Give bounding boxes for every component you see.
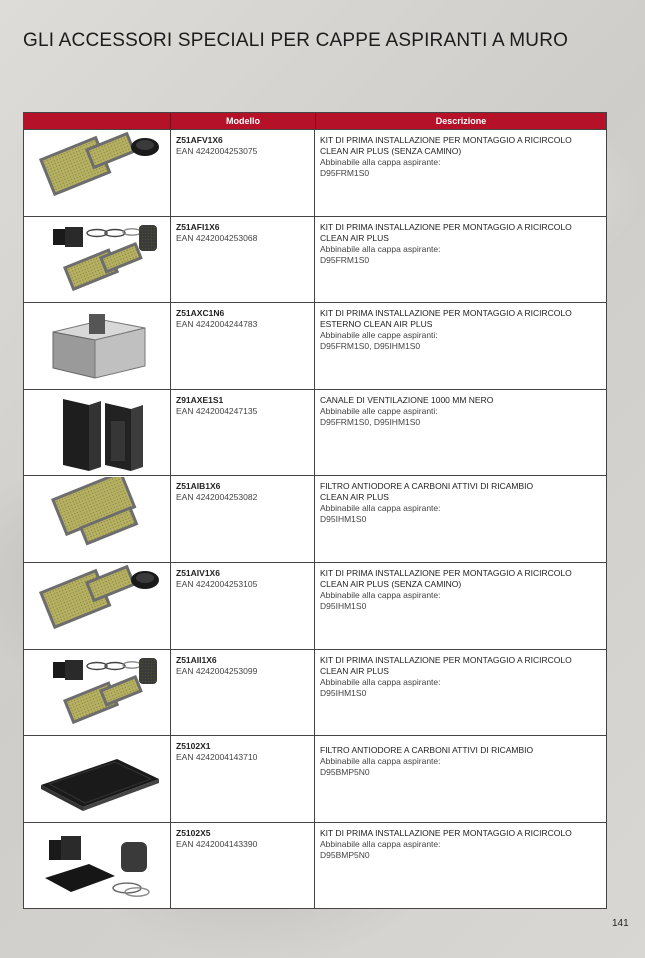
model-code: Z51AFI1X6 <box>176 221 220 232</box>
description-cell <box>315 130 606 216</box>
description-cell <box>315 650 606 736</box>
table-row <box>24 475 606 562</box>
ean-code: EAN 4242004247135 <box>176 405 258 416</box>
description-cell <box>315 217 606 303</box>
model-code: Z51AIV1X6 <box>176 567 220 578</box>
description-line: KIT DI PRIMA INSTALLAZIONE PER MONTAGGIO A RICIRCOLO <box>320 654 572 665</box>
compatible-models: D95BMP5N0 <box>320 767 370 778</box>
description-line: CLEAN AIR PLUS (SENZA CAMINO) <box>320 146 462 156</box>
description-line: KIT DI PRIMA INSTALLAZIONE PER MONTAGGIO A RICIRCOLO <box>320 308 572 319</box>
model-cell <box>171 217 315 303</box>
product-illustration <box>27 737 167 821</box>
description-line: CLEAN AIR PLUS <box>320 665 389 676</box>
header-description: Descrizione <box>315 113 606 129</box>
header-model: Modello <box>170 113 315 129</box>
compatibility-label: Abbinabile alla cappa aspirante: <box>320 676 441 687</box>
model-code: Z51AII1X6 <box>176 654 217 665</box>
description-line: CANALE DI VENTILAZIONE 1000 MM NERO <box>320 394 494 405</box>
product-illustration <box>27 304 167 388</box>
product-illustration <box>27 131 167 215</box>
description-cell <box>315 563 606 649</box>
table-row <box>24 822 606 909</box>
table-row <box>24 562 606 649</box>
product-image <box>24 823 171 909</box>
table-header <box>24 113 606 129</box>
ean-code: EAN 4242004253075 <box>176 146 258 156</box>
compatibility-label: Abbinabile alle cappe aspiranti: <box>320 330 438 341</box>
description-line: FILTRO ANTIODORE A CARBONI ATTIVI DI RICAMBIO <box>320 745 534 756</box>
table-body <box>24 129 606 908</box>
table-row <box>24 389 606 476</box>
compatibility-label: Abbinabile alla cappa aspirante: <box>320 157 441 167</box>
model-code: Z51AIB1X6 <box>176 481 221 492</box>
description-line: KIT DI PRIMA INSTALLAZIONE PER MONTAGGIO A RICIRCOLO <box>320 221 572 232</box>
compatibility-label: Abbinabile alla cappa aspirante: <box>320 243 441 254</box>
page-number: 141 <box>612 918 629 929</box>
ean-code: EAN 4242004143710 <box>176 752 258 763</box>
product-image <box>24 736 171 822</box>
model-cell <box>171 476 315 562</box>
description-cell <box>315 303 606 389</box>
description-line: CLEAN AIR PLUS <box>320 232 389 243</box>
page-title: GLI ACCESSORI SPECIALI PER CAPPE ASPIRANTI A MURO <box>23 30 569 51</box>
model-cell <box>171 650 315 736</box>
model-cell <box>171 130 315 216</box>
compatibility-label: Abbinabile alla cappa aspirante: <box>320 503 441 514</box>
product-illustration <box>27 477 167 561</box>
compatible-models: D95IHM1S0 <box>320 600 367 611</box>
table-row <box>24 302 606 389</box>
model-code: Z51AFV1X6 <box>176 135 223 145</box>
product-image <box>24 563 171 649</box>
ean-code: EAN 4242004253105 <box>176 578 258 589</box>
compatibility-label: Abbinabile alla cappa aspirante: <box>320 756 441 767</box>
product-image <box>24 476 171 562</box>
model-code: Z91AXE1S1 <box>176 394 224 405</box>
model-cell <box>171 823 315 909</box>
compatible-models: D95BMP5N0 <box>320 849 370 860</box>
model-cell <box>171 736 315 822</box>
description-cell <box>315 476 606 562</box>
compatible-models: D95FRM1S0, D95IHM1S0 <box>320 341 421 352</box>
product-image <box>24 217 171 303</box>
ean-code: EAN 4242004253082 <box>176 492 258 503</box>
compatible-models: D95FRM1S0 <box>320 254 370 265</box>
compatible-models: D95FRM1S0, D95IHM1S0 <box>320 416 421 427</box>
product-illustration <box>27 650 167 734</box>
description-cell <box>315 736 606 822</box>
product-image <box>24 130 171 216</box>
accessories-table <box>23 112 607 909</box>
description-cell <box>315 390 606 476</box>
table-row <box>24 649 606 736</box>
product-image <box>24 303 171 389</box>
compatibility-label: Abbinabile alla cappa aspirante: <box>320 589 441 600</box>
description-line: KIT DI PRIMA INSTALLAZIONE PER MONTAGGIO A RICIRCOLO <box>320 827 572 838</box>
ean-code: EAN 4242004253068 <box>176 232 258 243</box>
description-line: CLEAN AIR PLUS <box>320 492 389 503</box>
ean-code: EAN 4242004143390 <box>176 838 258 849</box>
description-line: FILTRO ANTIODORE A CARBONI ATTIVI DI RICAMBIO <box>320 481 534 492</box>
product-image <box>24 650 171 736</box>
description-line: KIT DI PRIMA INSTALLAZIONE PER MONTAGGIO A RICIRCOLO <box>320 567 572 578</box>
product-illustration <box>27 217 167 301</box>
product-image <box>24 390 171 476</box>
product-illustration <box>27 824 167 908</box>
compatible-models: D95IHM1S0 <box>320 687 367 698</box>
compatibility-label: Abbinabile alle cappe aspiranti: <box>320 405 438 416</box>
table-row <box>24 735 606 822</box>
table-row <box>24 129 606 216</box>
compatible-models: D95IHM1S0 <box>320 514 367 525</box>
model-cell <box>171 563 315 649</box>
model-code: Z5102X1 <box>176 741 211 752</box>
ean-code: EAN 4242004253099 <box>176 665 258 676</box>
product-illustration <box>27 564 167 648</box>
ean-code: EAN 4242004244783 <box>176 319 258 330</box>
description-line: ESTERNO CLEAN AIR PLUS <box>320 319 433 330</box>
description-line: CLEAN AIR PLUS (SENZA CAMINO) <box>320 578 462 589</box>
model-cell <box>171 390 315 476</box>
description-cell <box>315 823 606 909</box>
header-image-col <box>24 113 170 129</box>
product-illustration <box>27 391 167 475</box>
compatibility-label: Abbinabile alla cappa aspirante: <box>320 838 441 849</box>
model-cell <box>171 303 315 389</box>
model-code: Z51AXC1N6 <box>176 308 225 319</box>
description-line: KIT DI PRIMA INSTALLAZIONE PER MONTAGGIO A RICIRCOLO <box>320 135 572 145</box>
table-row <box>24 216 606 303</box>
compatible-models: D95FRM1S0 <box>320 168 370 178</box>
model-code: Z5102X5 <box>176 827 211 838</box>
